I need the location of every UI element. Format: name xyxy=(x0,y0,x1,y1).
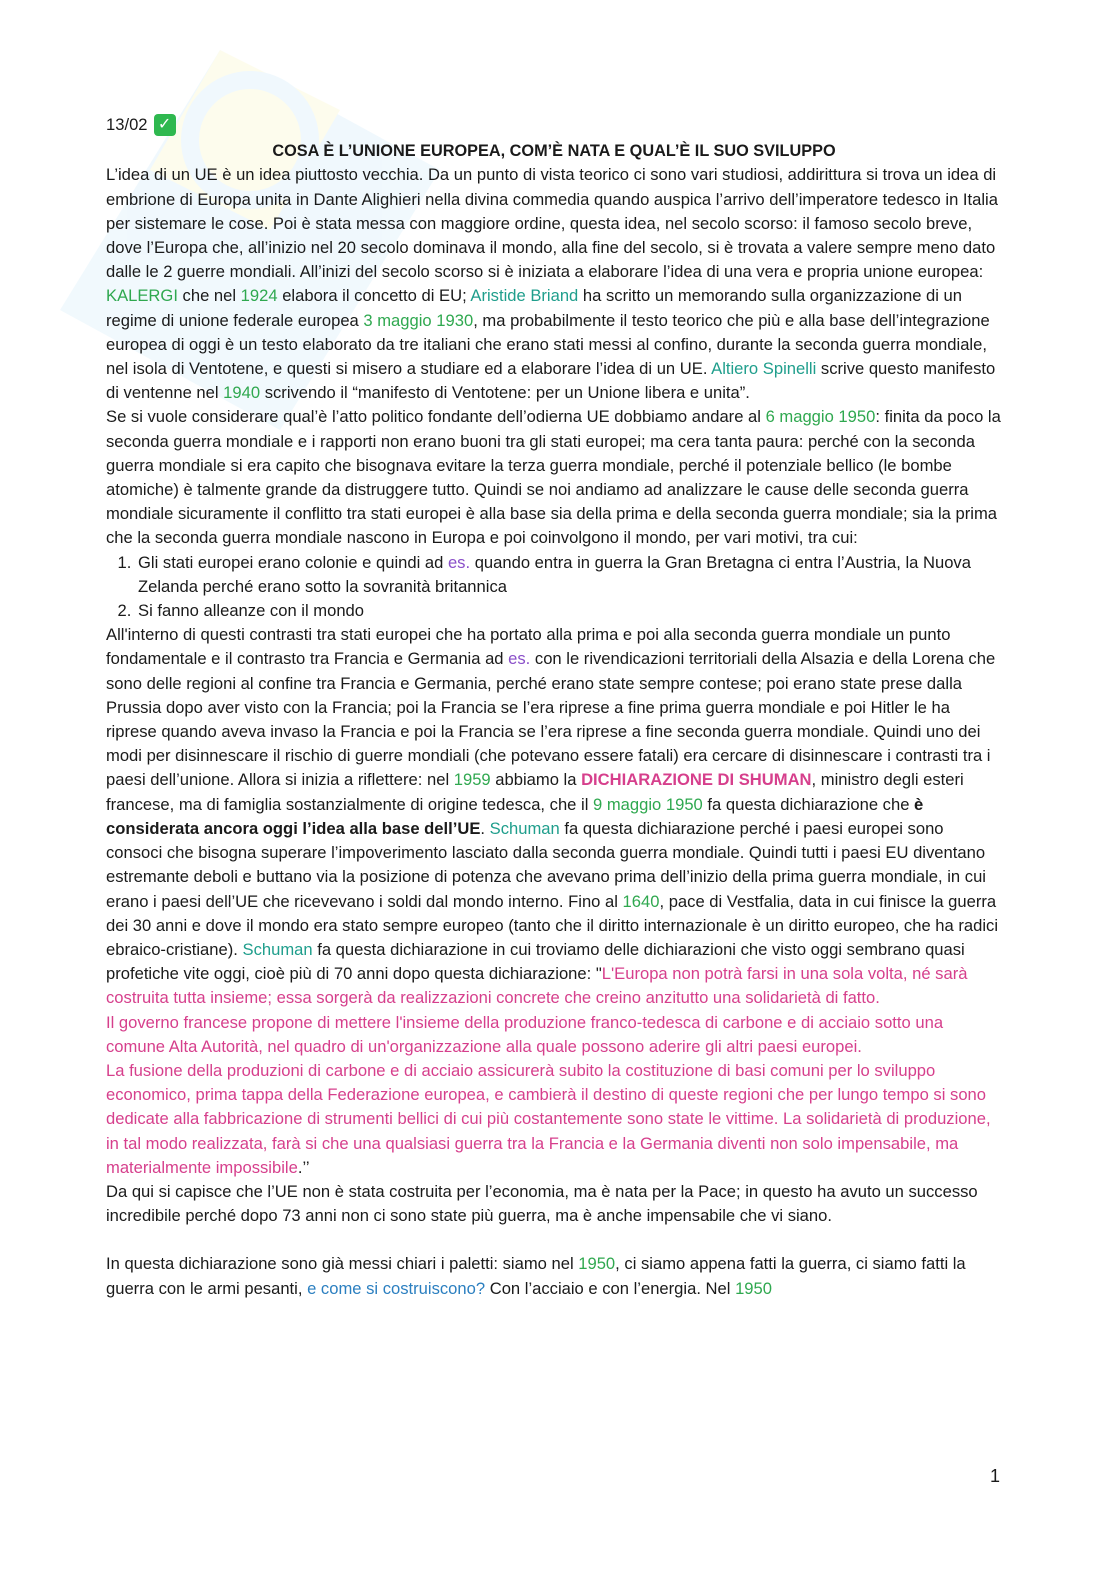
list-item: 1. Gli stati europei erano colonie e quindi ad es. quando entra in guerra la Gran Bretagna ci entra l’Austria, la Nuova Zelanda perché erano sotto la sovranità britannica xyxy=(136,551,1002,599)
highlight-date: 6 maggio 1950 xyxy=(765,407,876,427)
document-page xyxy=(106,113,1002,1301)
highlight-schuman: Schuman xyxy=(242,939,313,959)
highlight-briand: Aristide Briand xyxy=(470,286,579,306)
highlight-year: 1959 xyxy=(453,770,491,790)
paragraph-peace: Da qui si capisce che l’UE non è stata costruita per l’economia, ma è nata per la Pace; in questo ha avuto un successo incredibile perché dopo 73 anni non ci sono state più guerra, ma è anche impensabile che vi siano. xyxy=(106,1181,978,1226)
check-mark-icon: ✓ xyxy=(154,114,176,136)
spacer xyxy=(106,1228,1002,1252)
highlight-question: e come si costruiscono? xyxy=(307,1278,486,1298)
highlight-schuman: Schuman xyxy=(489,818,560,838)
date-line xyxy=(106,113,1002,137)
highlight-year: 1950 xyxy=(578,1254,616,1274)
document-title: COSA È L’UNIONE EUROPEA, COM’È NATA E QUAL’È IL SUO SVILUPPO xyxy=(272,142,836,161)
paragraph-intro: L’idea di un UE è un idea piuttosto vecchia. Da un punto di vista teorico ci sono vari studiosi, addirittura si trova un idea di embrione di Europa unita in Dante Alighieri nella divina commedia quando auspica l’arrivo dell’imperatore tedesco in Italia per sistemare le cose. Poi è stata messa con maggiore ordine, questa idea, nel secolo scorso: il famoso secolo breve, dove l’Europa che, all’inizio nel 20 secolo dominava il mondo, alla fine del secolo, si è trovata a valere sempre meno dato dalle le 2 guerre mondiali. All’inizi del secolo scorso si è iniziata a elaborare l’idea di una vera e propria unione europea: KALERGI che nel 1924 elabora il concetto di EU; Aristide Briand ha scritto un memorando sulla organizzazione di un regime di unione federale europea 3 maggio 1930, ma probabilmente il testo teorico che più e alla base dell’integrazione europea di oggi è un testo elaborato da tre italiani che erano stati messi al confino, durante la seconda guerra mondiale, nel isola di Ventotene, e questi si misero a studiare ed a elaborare l’idea di un UE. Altiero Spinelli scrive questo manifesto di ventenne nel 1940 scrivendo il “manifesto di Ventotene: per un Unione libera e unita”. xyxy=(106,165,998,403)
highlight-year: 1940 xyxy=(223,383,261,403)
highlight-year: 1950 xyxy=(735,1278,772,1298)
quote-paragraph: Il governo francese propone di mettere l'insieme della produzione franco-tedesca di carbone e di acciaio sotto una comune Alta Autorità, nel quadro di un'organizzazione alla quale possono aderire gli altri paesi europei. xyxy=(106,1012,944,1056)
paragraph-paletti: In questa dichiarazione sono già messi chiari i paletti: siamo nel 1950, ci siamo appena fatti la guerra, ci siamo fatti la guerra con le armi pesanti, e come si costruiscono? Con l’acciaio e con l’energia. Nel 1950 xyxy=(106,1254,966,1298)
causes-list xyxy=(106,551,1002,624)
highlight-example: es. xyxy=(447,552,471,572)
highlight-example: es. xyxy=(508,649,531,669)
quote-paragraph: La fusione della produzioni di carbone e di acciaio assicurerà subito la costituzione di basi comuni per lo sviluppo economico, prima tappa della Federazione europea, e cambierà il destino di queste regioni che per lungo tempo si sono dedicate alla fabbricazione di strumenti bellici di cui più costantemente sono state le vittime. La solidarietà di produzione, in tal modo realizzata, farà si che una qualsiasi guerra tra la Francia e la Germania diventi non solo impensabile, ma materialmente impossibile.’’ xyxy=(106,1060,991,1177)
highlight-date: 9 maggio 1950 xyxy=(593,794,703,814)
highlight-spinelli: Altiero Spinelli xyxy=(711,359,817,379)
date-text: 13/02 xyxy=(106,115,148,134)
list-item: 2. Si fanno alleanze con il mondo xyxy=(136,599,1002,623)
bold-statement: è considerata ancora oggi l’idea alla base dell’UE xyxy=(106,794,924,838)
highlight-date: 3 maggio 1930 xyxy=(363,310,474,330)
highlight-declaration: DICHIARAZIONE DI SHUMAN xyxy=(581,770,812,790)
highlight-year: 1640 xyxy=(622,891,660,911)
paragraph-schuman: All'interno di questi contrasti tra stati europei che ha portato alla prima e poi alla seconda guerra mondiale un punto fondamentale e il contrasto tra Francia e Germania ad es. con le rivendicazioni territoriali della Alsazia e della Lorena che sono delle regioni al confine tra Francia e Germania, perché erano state sempre contese; poi erano state prese dalla Prussia dopo aver visto con la Francia; poi la Francia se l’era riprese a fine prima guerra mondiale e poi Hitler le ha riprese quando aveva invaso la Francia e poi la Francia se l’era riprese a fine seconda guerra mondiale. Quindi uno dei modi per disinnescare il rischio di guerre mondiali (che potevano essere fatali) era cercare di disinnescare i contrasti tra i paesi dell’unione. Allora si inizia a riflettere: nel 1959 abbiamo la DICHIARAZIONE DI SHUMAN, ministro degli esteri francese, ma di famiglia sostanzialmente di origine tedesca, che il 9 maggio 1950 fa questa dichiarazione che è considerata ancora oggi l’idea alla base dell’UE. Schuman fa questa dichiarazione perché i paesi europei sono consoci che bisogna superare l’impoverimento lasciato dalla seconda guerra mondiale. Quindi tutti i paesi EU diventano estremante deboli e buttano via la posizione di potenza che avevano prima dell’inizio della prima guerra mondiale, in cui erano i paesi dell’UE che ricevevano i soldi dal mondo interno. Fino al 1640, pace di Vestfalia, data in cui finisce la guerra dei 30 anni e dove il mondo era stato sempre europeo (tanto che il diritto internazionale è un diritto europeo, che ha radici ebraico-cristiane). Schuman fa questa dichiarazione in cui troviamo delle dichiarazioni che visto oggi sembrano quasi profetiche vite oggi, cioè più di 70 anni dopo questa dichiarazione: "L'Europa non potrà farsi in una sola volta, né sarà costruita tutta insieme; essa sorgerà da realizzazioni concrete che creino anzitutto una solidarietà di fatto. xyxy=(106,625,999,1008)
quote-text: L'Europa non potrà farsi in una sola volta, né sarà costruita tutta insieme; essa sorgerà da realizzazioni concrete che creino anzitutto una solidarietà di fatto. xyxy=(106,964,968,1008)
page-number: 1 xyxy=(990,1466,1001,1486)
highlight-kalergi: KALERGI xyxy=(106,286,178,306)
paragraph-founding-act: Se si vuole considerare qual’è l’atto politico fondante dell’odierna UE dobbiamo andare al 6 maggio 1950: finita da poco la seconda guerra mondiale e i rapporti non erano buoni tra gli stati europei; ma cera tanta paura: perché con la seconda guerra mondiale si era capito che bisognava evitare la terza guerra mondiale, perché il potenziale bellico (le bombe atomiche) è talmente grande da distruggere tutto. Quindi se noi andiamo ad analizzare le cause delle seconda guerra mondiale sicuramente il conflitto tra stati europei è alla base sia della prima e della seconda guerra mondiale; sia la prima che la seconda guerra mondiale nascono in Europa e poi coinvolgono il mondo, per vari motivi, tra cui: xyxy=(106,407,1001,548)
highlight-year: 1924 xyxy=(240,286,278,306)
